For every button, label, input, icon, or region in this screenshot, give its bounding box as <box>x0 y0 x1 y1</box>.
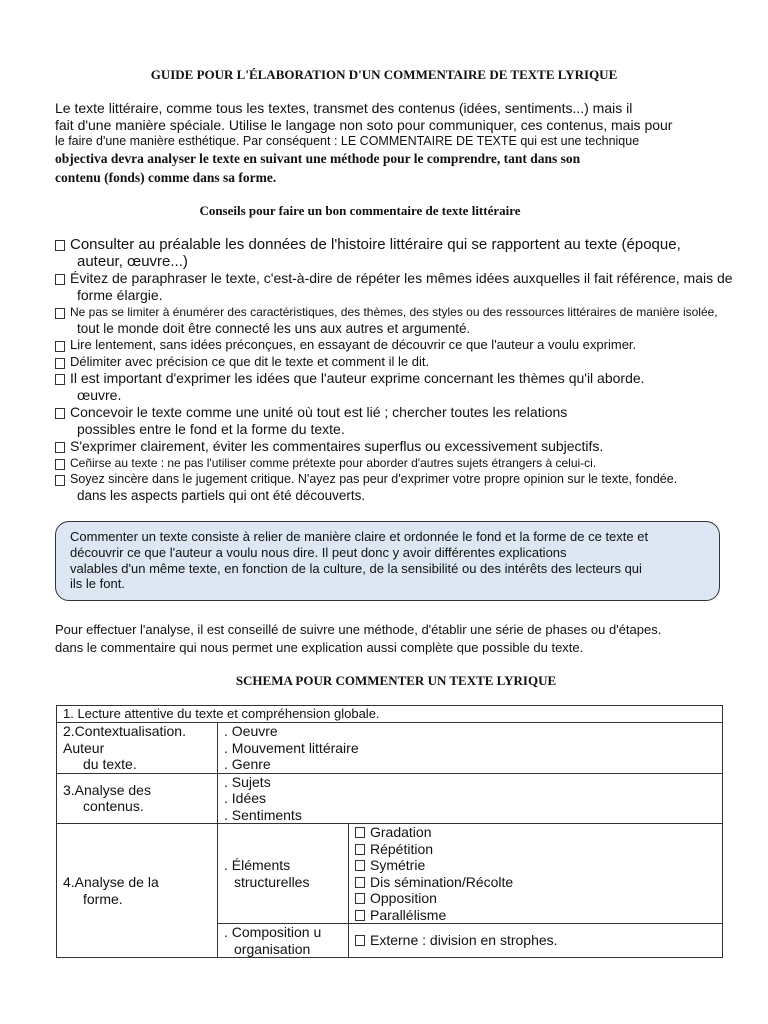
intro-line: contenu (fonds) comme dans sa forme. <box>55 170 277 185</box>
checkbox-icon <box>355 910 365 921</box>
table-cell <box>218 924 349 958</box>
tip-continuation: auteur, œuvre...) <box>77 253 188 270</box>
tip-text: Il est important d'exprimer les idées que l'auteur exprime concernant les thèmes qu'il aborde. <box>70 370 645 386</box>
checkbox-icon <box>55 374 65 385</box>
tip-continuation: dans les aspects partiels qui ont été découverts. <box>77 487 366 503</box>
row-label: 4.Analyse de la <box>63 874 159 890</box>
checkbox-icon <box>55 358 65 369</box>
table-row <box>57 773 723 824</box>
sub-label: . Éléments <box>224 857 291 873</box>
checkbox-icon <box>355 877 365 888</box>
tip-text: Concevoir le texte comme une unité où tout est lié ; chercher toutes les relations <box>70 404 568 420</box>
table-cell: 1. Lecture attentive du texte et compréhension globale. <box>57 706 723 723</box>
document-title: GUIDE POUR L'ÉLABORATION D'UN COMMENTAIRE DE TEXTE LYRIQUE <box>150 67 618 82</box>
checkbox-icon <box>55 341 65 352</box>
para-line: dans le commentaire qui nous permet une explication aussi complète que possible du texte. <box>55 640 584 655</box>
checkbox-icon <box>355 935 365 946</box>
tip-continuation: possibles entre le fond et la forme du texte. <box>77 421 345 437</box>
tip-text: Ceñirse au texte : ne pas l'utiliser comme prétexte pour aborder d'autres sujets étrangers à celui-ci. <box>70 456 597 470</box>
checkbox-icon <box>355 893 365 904</box>
tip-text: Soyez sincère dans le jugement critique. N'ayez pas peur d'exprimer votre propre opinion sur le texte, fondée. <box>70 472 678 486</box>
table-row <box>57 723 723 774</box>
checkbox-icon <box>55 240 65 251</box>
intro-line: objectiva devra analyser le texte en suivant une méthode pour le comprendre, tant dans son <box>55 151 581 166</box>
tip-continuation: forme élargie. <box>77 287 163 303</box>
intro-line: fait d'une manière spéciale. Utilise le langage non soto pour communiquer, ces contenus, mais pour <box>55 117 673 133</box>
sub-label: . Composition u <box>224 924 322 940</box>
list-item: Répétition <box>355 841 716 858</box>
tip-text: Ne pas se limiter à énumérer des caractéristiques, des thèmes, des styles ou des ressources littéraires de manière isolée, <box>70 305 718 319</box>
checkbox-icon <box>55 475 65 486</box>
checkbox-icon <box>55 308 65 319</box>
para-line: Pour effectuer l'analyse, il est conseillé de suivre une méthode, d'établir une série de phases ou d'étapes. <box>55 622 662 637</box>
list-item: . Idées <box>224 790 267 806</box>
table-cell <box>218 723 723 774</box>
row-label: du texte. <box>83 756 137 772</box>
list-item: Dis sémination/Récolte <box>355 874 716 891</box>
table-cell <box>57 824 218 958</box>
intro-line: le faire d'une manière esthétique. Par conséquent : LE COMMENTAIRE DE TEXTE qui est une technique <box>55 134 640 148</box>
checkbox-icon <box>355 844 365 855</box>
tip-item <box>55 471 745 504</box>
row-label: contenus. <box>83 798 144 815</box>
list-item: Opposition <box>355 890 716 907</box>
intro-paragraph <box>55 100 735 187</box>
sub-label: organisation <box>234 940 311 957</box>
table-cell <box>349 824 723 924</box>
callout-line: découvrir ce que l'auteur a voulu nous dire. Il peut donc y avoir différentes explications <box>70 544 567 560</box>
list-item: . Genre <box>224 756 271 772</box>
checkbox-icon <box>355 827 365 838</box>
list-item: Symétrie <box>355 857 716 874</box>
row-label: forme. <box>83 890 123 907</box>
table-cell <box>218 824 349 924</box>
list-item: . Sentiments <box>224 806 302 823</box>
checkbox-icon <box>55 274 65 285</box>
tip-item <box>55 404 745 438</box>
checkbox-icon <box>55 442 65 453</box>
tips-list <box>55 236 745 504</box>
tip-continuation: œuvre. <box>77 387 122 403</box>
table-cell <box>218 773 723 824</box>
row-label: 2.Contextualisation. Auteur <box>63 723 186 756</box>
schema-table <box>56 705 723 958</box>
list-item: Parallélisme <box>355 907 716 924</box>
section-subtitle: Conseils pour faire un bon commentaire de texte littéraire <box>199 203 521 218</box>
schema-title: SCHEMA POUR COMMENTER UN TEXTE LYRIQUE <box>235 673 557 688</box>
table-row <box>57 706 723 723</box>
intro-line: Le texte littéraire, comme tous les textes, transmet des contenus (idées, sentiments...) mais il <box>55 100 633 116</box>
definition-callout <box>55 521 720 601</box>
row-label: 3.Analyse des <box>63 781 151 798</box>
tip-item <box>55 354 745 371</box>
sub-label: structurelles <box>234 873 310 890</box>
tip-continuation: tout le monde doit être connecté les uns aux autres et argumenté. <box>77 320 471 336</box>
callout-line: ils le font. <box>70 576 125 592</box>
tip-item <box>55 438 745 455</box>
callout-line: valables d'un même texte, en fonction de la culture, de la sensibilité ou des intérêts des lecteurs qui <box>70 560 642 576</box>
table-cell <box>57 723 218 774</box>
tip-text: S'exprimer clairement, éviter les commentaires superflus ou excessivement subjectifs. <box>70 438 604 454</box>
tip-item <box>55 337 745 354</box>
tip-item <box>55 455 745 471</box>
tip-item <box>55 236 745 270</box>
tip-text: Consulter au préalable les données de l'histoire littéraire qui se rapportent au texte (époque, <box>70 236 681 253</box>
tip-item <box>55 270 745 304</box>
table-row <box>57 824 723 924</box>
list-item: Gradation <box>355 824 716 841</box>
list-item: Externe : division en strophes. <box>355 932 716 949</box>
tip-text: Délimiter avec précision ce que dit le texte et comment il le dit. <box>70 353 430 369</box>
method-paragraph <box>55 621 735 657</box>
tip-item <box>55 304 745 337</box>
checkbox-icon <box>55 459 65 470</box>
tip-text: Évitez de paraphraser le texte, c'est-à-dire de répéter les mêmes idées auxquelles il fait référence, mais de <box>70 270 733 286</box>
list-item: . Oeuvre <box>224 723 278 739</box>
tip-text: Lire lentement, sans idées préconçues, en essayant de découvrir ce que l'auteur a voulu exprimer. <box>70 337 637 352</box>
tip-item <box>55 370 745 404</box>
callout-line: Commenter un texte consiste à relier de manière claire et ordonnée le fond et la forme de ce texte et <box>70 529 649 544</box>
list-item: . Sujets <box>224 773 271 790</box>
checkbox-icon <box>355 860 365 871</box>
table-cell <box>349 924 723 958</box>
table-cell <box>57 773 218 824</box>
checkbox-icon <box>55 408 65 419</box>
list-item: . Mouvement littéraire <box>224 739 359 756</box>
